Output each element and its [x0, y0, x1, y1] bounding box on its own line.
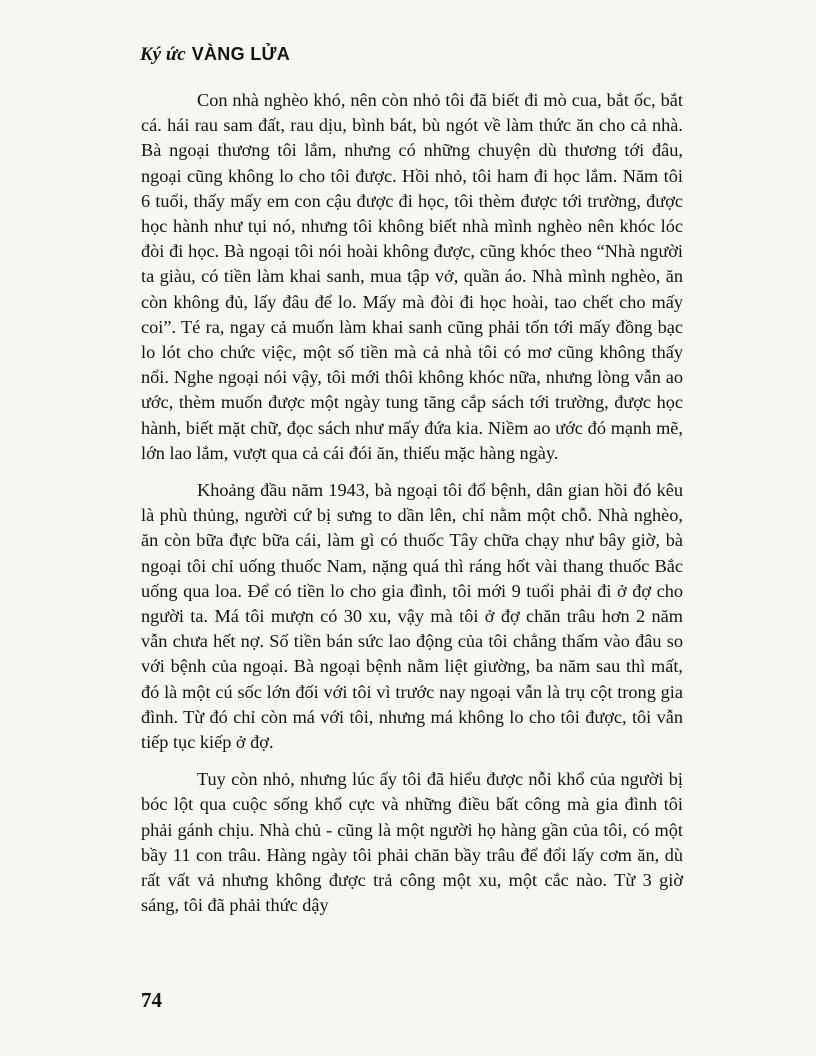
header-series-label: Ký ức — [140, 44, 186, 65]
header-title: VÀNG LỬA — [191, 44, 291, 64]
body-text — [141, 88, 683, 931]
running-header — [140, 44, 290, 66]
page-number: 74 — [141, 988, 162, 1012]
paragraph-2: Khoảng đầu năm 1943, bà ngoại tôi đổ bệnh, dân gian hồi đó kêu là phù thủng, người cứ bị sưng to dần lên, chỉ nằm một chỗ. Nhà nghèo, ăn còn bữa đực bữa cái, làm gì có thuốc Tây chữa chạy như bây giờ, bà ngoại tôi chỉ uống thuốc Nam, nặng quá thì ráng hốt vài thang thuốc Bắc uống qua loa. Để có tiền lo cho gia đình, tôi mới 9 tuổi phải đi ở đợ cho người ta. Má tôi mượn có 30 xu, vậy mà tôi ở đợ chăn trâu hơn 2 năm vẫn chưa hết nợ. Số tiền bán sức lao động của tôi chẳng thấm vào đâu so với bệnh của ngoại. Bà ngoại bệnh nằm liệt giường, ba năm sau thì mất, đó là một cú sốc lớn đối với tôi vì trước nay ngoại vẫn là trụ cột trong gia đình. Từ đó chỉ còn má với tôi, nhưng má không lo cho tôi được, tôi vẫn tiếp tục kiếp ở đợ. — [141, 480, 683, 753]
paragraph-3: Tuy còn nhỏ, nhưng lúc ấy tôi đã hiểu được nỗi khổ của người bị bóc lột qua cuộc sống khổ cực và những điều bất công mà gia đình tôi phải gánh chịu. Nhà chủ - cũng là một người họ hàng gần của tôi, có một bầy 11 con trâu. Hàng ngày tôi phải chăn bầy trâu để đổi lấy cơm ăn, dù rất vất vả nhưng không được trả công một xu, một cắc nào. Từ 3 giờ sáng, tôi đã phải thức dậy — [141, 769, 683, 916]
paragraph-1: Con nhà nghèo khó, nên còn nhỏ tôi đã biết đi mò cua, bắt ốc, bắt cá. hái rau sam đất, rau dịu, bình bát, bù ngót về làm thức ăn cho cả nhà. Bà ngoại thương tôi lắm, nhưng có những chuyện dù thương tới đâu, ngoại cũng không lo cho tôi được. Hồi nhỏ, tôi ham đi học lắm. Năm tôi 6 tuổi, thấy mấy em con cậu được đi học, tôi thèm được tới trường, được học hành như tụi nó, nhưng tôi không biết nhà mình nghèo nên khóc lóc đòi đi học. Bà ngoại tôi nói hoài không được, cũng khóc theo “Nhà người ta giàu, có tiền làm khai sanh, mua tập vở, quần áo. Nhà mình nghèo, ăn còn không đủ, lấy đâu để lo. Mấy mà đòi đi học hoài, tao chết cho mấy coi”. Té ra, ngay cả muốn làm khai sanh cũng phải tốn tới mấy đồng bạc lo lót cho chức việc, một số tiền mà cả nhà tôi có mơ cũng không thấy nổi. Nghe ngoại nói vậy, tôi mới thôi không khóc nữa, nhưng lòng vẫn ao ước, thèm muốn được một ngày tung tăng cắp sách tới trường, được học hành, biết mặt chữ, đọc sách như mấy đứa kia. Niềm ao ước đó mạnh mẽ, lớn lao lắm, vượt qua cả cái đói ăn, thiếu mặc hàng ngày. — [141, 90, 683, 463]
